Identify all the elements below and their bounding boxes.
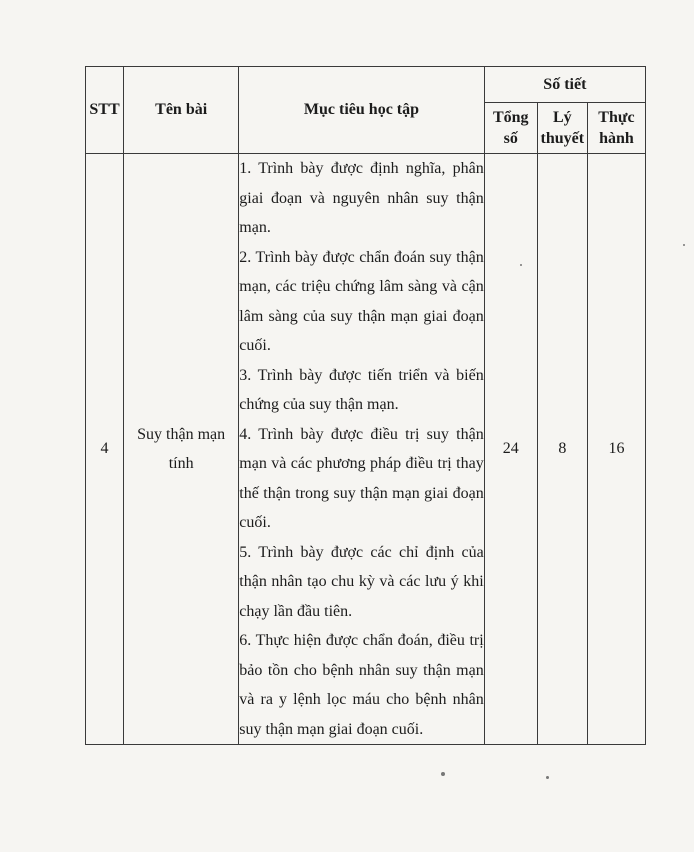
header-ten-bai: Tên bài [124,67,239,154]
cell-muc-tieu [239,154,484,745]
header-tong-so-line2: số [503,130,518,147]
header-tong-so-line1: Tổng [492,109,529,126]
objective-item: 2. Trình bày được chẩn đoán suy thận mạn, các triệu chứng lâm sàng và cận lâm sàng của suy thận mạn giai đoạn cuối. [239,248,484,354]
cell-ly-thuyet: 8 [537,154,587,745]
cell-thuc-hanh: 16 [587,154,645,745]
header-tong-so [484,103,537,154]
objective-item: 4. Trình bày được điều trị suy thận mạn và các phương pháp điều trị thay thế thận trong suy thận mạn giai đoạn cuối. [239,425,484,531]
header-muc-tieu: Mục tiêu học tập [239,67,484,154]
header-ly-thuyet-line2: thuyết [540,130,585,147]
table-row [86,154,646,745]
objective-item: 1. Trình bày được định nghĩa, phân giai đoạn và nguyên nhân suy thận mạn. [239,160,484,236]
header-thuc-hanh [587,103,645,154]
ten-bai-line2: tính [168,455,194,472]
header-thuc-hanh-line2: hành [599,130,634,147]
header-so-tiet: Số tiết [484,67,645,103]
scan-speck [441,772,445,776]
objective-item: 5. Trình bày được các chỉ định của thận nhân tạo chu kỳ và các lưu ý khi chạy lần đầu tiên. [239,543,484,620]
ten-bai-line1: Suy thận mạn [137,426,226,443]
objective-item: 3. Trình bày được tiến triển và biến chứng của suy thận mạn. [239,366,484,413]
header-thuc-hanh-line1: Thực [598,109,635,126]
cell-ten-bai [124,154,239,745]
header-stt: STT [86,67,124,154]
objective-item: 6. Thực hiện được chẩn đoán, điều trị bảo tồn cho bệnh nhân suy thận mạn và ra y lệnh lọc máu cho bệnh nhân suy thận mạn giai đoạn cuối. [239,632,484,738]
scan-speck [546,776,549,779]
header-ly-thuyet [537,103,587,154]
header-ly-thuyet-line1: Lý [553,109,572,126]
curriculum-table [85,66,646,745]
cell-tong-so: 24 [484,154,537,745]
scan-speck [683,244,685,246]
cell-stt: 4 [86,154,124,745]
